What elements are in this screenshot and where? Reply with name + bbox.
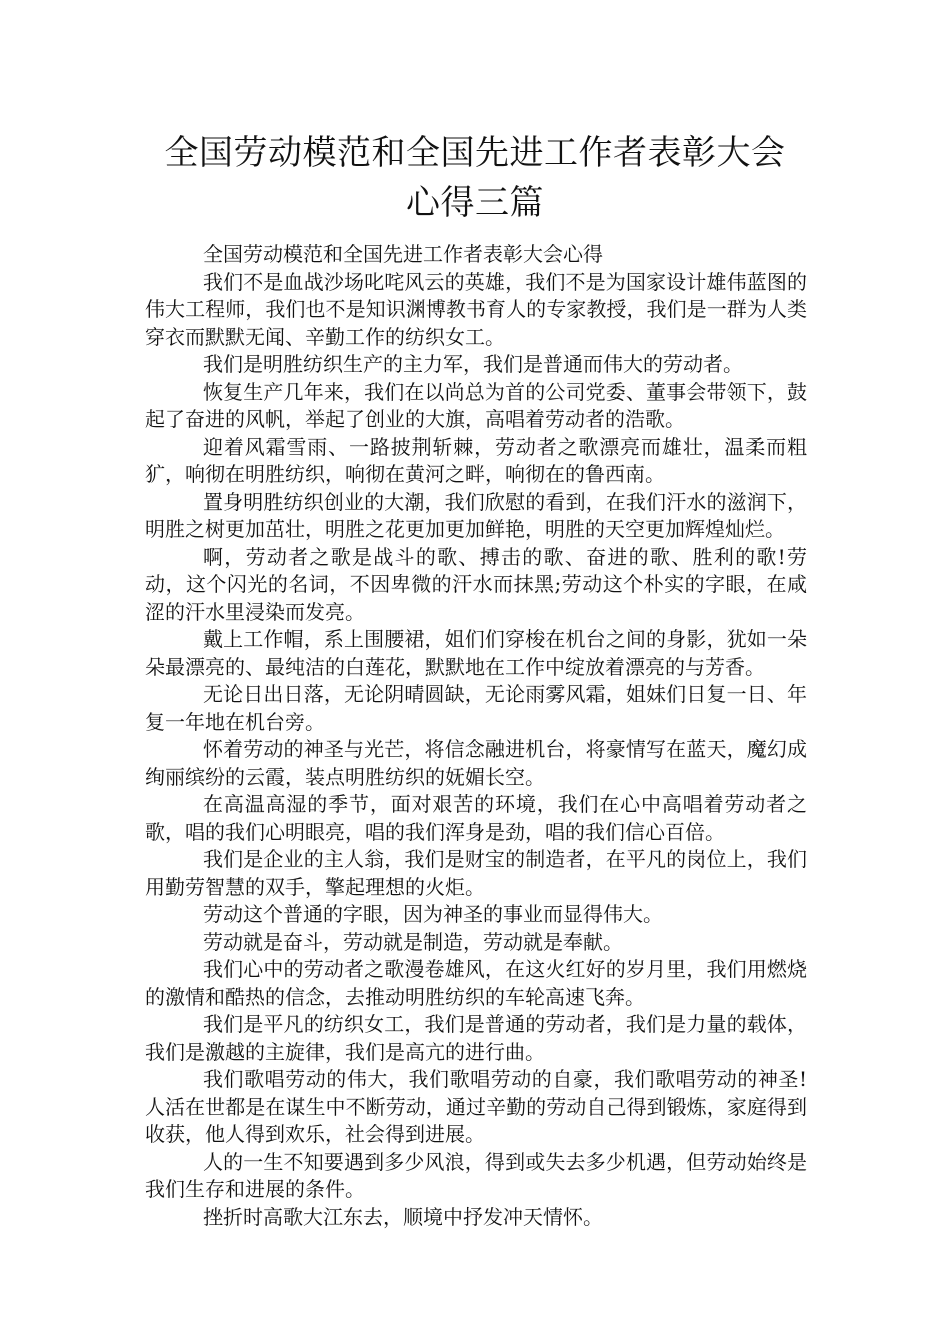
paragraph: 我们是平凡的纺织女工，我们是普通的劳动者，我们是力量的载体，我们是激越的主旋律，我们是高亢的进行曲。 [145, 1012, 807, 1064]
paragraph: 我们心中的劳动者之歌漫卷雄风，在这火红好的岁月里，我们用燃烧的激情和酷热的信念，去推动明胜纺织的车轮高速飞奔。 [145, 957, 807, 1009]
paragraph: 人的一生不知要遇到多少风浪，得到或失去多少机遇，但劳动始终是我们生存和进展的条件。 [145, 1149, 807, 1201]
paragraph: 戴上工作帽，系上围腰裙，姐们们穿梭在机台之间的身影，犹如一朵朵最漂亮的、最纯洁的白莲花，默默地在工作中绽放着漂亮的与芳香。 [145, 627, 807, 679]
paragraph: 挫折时高歌大江东去，顺境中抒发冲天情怀。 [203, 1204, 603, 1229]
paragraph: 我们是企业的主人翁，我们是财宝的制造者，在平凡的岗位上，我们用勤劳智慧的双手，擎起理想的火炬。 [145, 847, 807, 899]
paragraph: 啊，劳动者之歌是战斗的歌、搏击的歌、奋进的歌、胜利的歌!劳动，这个闪光的名词，不因卑微的汗水而抹黑;劳动这个朴实的字眼，在咸涩的汗水里浸染而发亮。 [145, 544, 807, 624]
paragraph: 迎着风霜雪雨、一路披荆斩棘，劳动者之歌漂亮而雄壮，温柔而粗犷，响彻在明胜纺织，响彻在黄河之畔，响彻在的鲁西南。 [145, 434, 807, 486]
paragraph: 我们歌唱劳动的伟大，我们歌唱劳动的自豪，我们歌唱劳动的神圣!人活在世都是在谋生中不断劳动，通过辛勤的劳动自己得到锻炼，家庭得到收获，他人得到欢乐，社会得到进展。 [145, 1067, 807, 1146]
paragraph: 置身明胜纺织创业的大潮，我们欣慰的看到，在我们汗水的滋润下，明胜之树更加茁壮，明胜之花更加更加鲜艳，明胜的天空更加辉煌灿烂。 [145, 489, 807, 541]
paragraph: 怀着劳动的神圣与光芒，将信念融进机台，将豪情写在蓝天，魔幻成绚丽缤纷的云霞，装点明胜纺织的妩媚长空。 [145, 737, 807, 789]
paragraph: 在高温高湿的季节，面对艰苦的环境，我们在心中高唱着劳动者之歌，唱的我们心明眼亮，唱的我们浑身是劲，唱的我们信心百倍。 [145, 792, 807, 844]
document-title-line-1: 全国劳动模范和全国先进工作者表彰大会 [164, 133, 786, 173]
document-body [145, 241, 807, 1231]
document-title-line-2: 心得三篇 [406, 183, 544, 223]
paragraph: 我们不是血战沙场叱咤风云的英雄，我们不是为国家设计雄伟蓝图的伟大工程师，我们也不是知识渊博教书育人的专家教授，我们是一群为人类穿衣而默默无闻、辛勤工作的纺织女工。 [145, 269, 807, 349]
paragraph-subtitle: 全国劳动模范和全国先进工作者表彰大会心得 [203, 242, 603, 266]
paragraph: 劳动这个普通的字眼，因为神圣的事业而显得伟大。 [203, 902, 663, 926]
paragraph: 劳动就是奋斗，劳动就是制造，劳动就是奉献。 [203, 929, 623, 954]
paragraph: 恢复生产几年来，我们在以尚总为首的公司党委、董事会带领下，鼓起了奋进的风帆，举起了创业的大旗，高唱着劳动者的浩歌。 [145, 379, 807, 431]
paragraph: 无论日出日落，无论阴晴圆缺，无论雨雾风霜，姐妹们日复一日、年复一年地在机台旁。 [145, 682, 807, 734]
paragraph: 我们是明胜纺织生产的主力军，我们是普通而伟大的劳动者。 [203, 352, 743, 376]
